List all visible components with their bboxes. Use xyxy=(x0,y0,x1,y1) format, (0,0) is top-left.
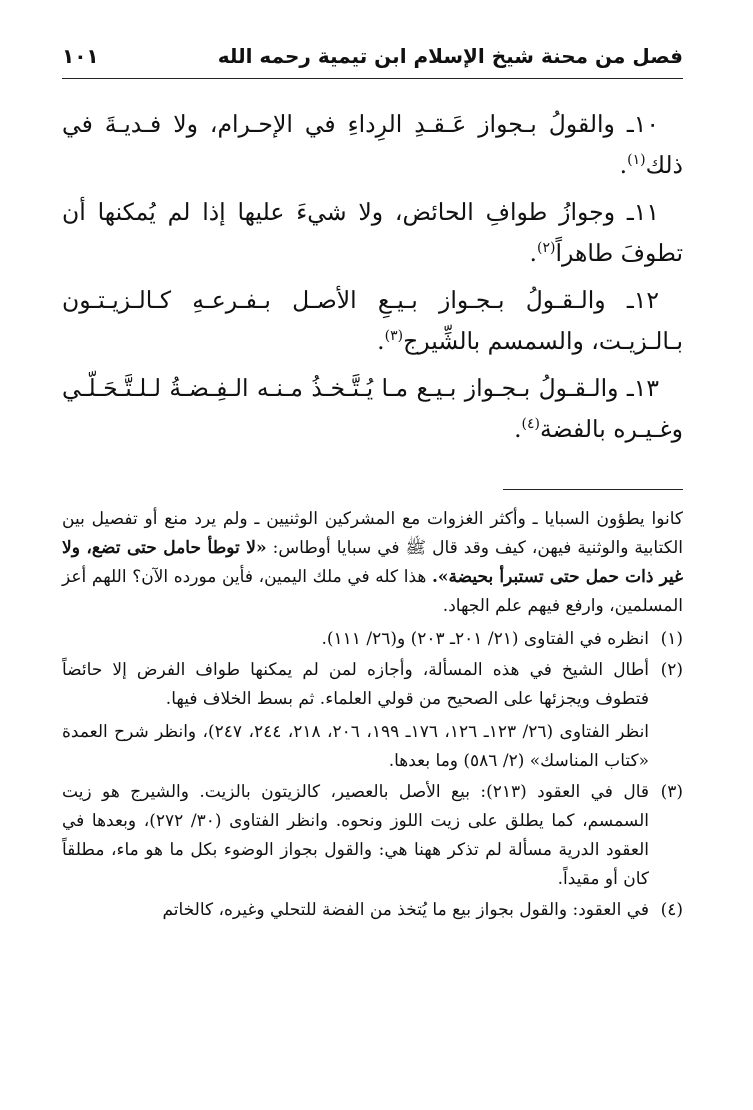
footnote-text: أطال الشيخ في هذه المسألة، وأجازه لمن لم يمكنها طواف الفرض إلا حائضاً فتطوف ويجزئها على الصحيح من قولي العلماء. ثم بسط الخلاف فيها. xyxy=(62,660,649,709)
footnote-separator xyxy=(503,489,683,490)
main-text xyxy=(62,104,683,456)
footnote-reference[interactable]: (٢) xyxy=(536,240,556,257)
footnote-4 xyxy=(62,896,683,925)
main-item-text: ١١ـ وجوازُ طوافِ الحائض، ولا شيءَ عليها إذا لم يُمكنها أن تطوفَ طاهراً xyxy=(62,198,683,267)
main-item-end: . xyxy=(377,327,385,355)
footnote-marker: (١) xyxy=(660,629,683,649)
main-item xyxy=(62,368,683,450)
main-item xyxy=(62,280,683,362)
footnote-text: انظره في الفتاوى (٢١/ ٢٠١ـ ٢٠٣) و(٢٦/ ١١١). xyxy=(321,629,649,649)
footnote-continuation-tail: هذا كله في ملك اليمين، فأين مورده الآن؟ اللهم أعز المسلمين، وارفع فيهم علم الجهاد. xyxy=(62,567,683,616)
main-item xyxy=(62,192,683,274)
page-number: ١٠١ xyxy=(62,44,99,68)
footnote-marker: (٢) xyxy=(660,660,683,680)
footnote-3 xyxy=(62,778,683,894)
footnote-2-references: انظر الفتاوى (٢٦/ ١٢٣ـ ١٢٦، ١٧٦ـ ١٩٩، ٢٠٦، ٢١٨، ٢٤٤، ٢٤٧)، وانظر شرح العمدة «كتاب المناسك» (٢/ ٥٨٦) وما بعدها. xyxy=(62,722,650,771)
main-item-end: . xyxy=(529,239,537,267)
main-item-text: ١٣ـ والـقـولُ بـجـواز بـيـع مـا يُـتَّـخـذُ مـنـه الـفِـضـةُ لـلـتَّـحَـلّـي وغـيـره بالفضة xyxy=(62,374,683,443)
footnote-text: قال في العقود (٢١٣): بيع الأصل بالعصير، كالزيتون بالزيت. والشيرج هو زيت السمسم، كما يطلق على زيت اللوز ونحوه. وانظر الفتاوى (٣٠/ ٢٧٢)، وبعدها في العقود الدرية مسألة لم تذكر ههنا هي: والقول بجواز الوضوء بكل ما هو ماء، مطلقاً كان أو مقيداً. xyxy=(62,782,649,889)
header-rule xyxy=(62,78,683,79)
footnote-text: في العقود: والقول بجواز بيع ما يُتخذ من الفضة للتحلي وغيره، كالخاتم xyxy=(162,900,649,920)
main-item xyxy=(62,104,683,186)
header-title: فصل من محنة شيخ الإسلام ابن تيمية رحمه الله xyxy=(217,44,683,68)
footnote-1 xyxy=(62,625,683,654)
main-item-text: ١٠ـ والقولُ بـجواز عَـقـدِ الرِداءِ في الإحـرام، ولا فـديـةَ في ذلك xyxy=(62,110,683,179)
main-item-end: . xyxy=(514,415,522,443)
main-item-text: ١٢ـ والـقـولُ بـجـواز بـيـعِ الأصـل بـفـرعـهِ كـالـزيـتـون بـالـزيـت، والسمسم بالشِّيرج xyxy=(62,286,683,355)
running-header xyxy=(62,38,683,78)
footnote-marker: (٤) xyxy=(660,900,683,920)
footnote-reference[interactable]: (٣) xyxy=(384,328,404,345)
footnote-continuation xyxy=(62,505,683,621)
hadith-quote: «لا توطأ حامل حتى تضع، ولا غير ذات حمل حتى تستبرأ بحيضة». xyxy=(62,538,683,587)
main-item-end: . xyxy=(619,151,628,179)
footnote-reference[interactable]: (٤) xyxy=(521,416,541,433)
footnotes xyxy=(62,505,683,927)
footnote-2 xyxy=(62,656,683,714)
footnote-marker: (٣) xyxy=(660,782,683,802)
footnote-continuation-text: كانوا يطؤون السبايا ـ وأكثر الغزوات مع المشركين الوثنيين ـ ولم يرد منع أو تفصيل بين الكتابية والوثنية فيهن، كيف وقد قال ﷺ في سبايا أوطاس: xyxy=(62,509,683,558)
footnote-reference[interactable]: (١) xyxy=(627,152,646,169)
